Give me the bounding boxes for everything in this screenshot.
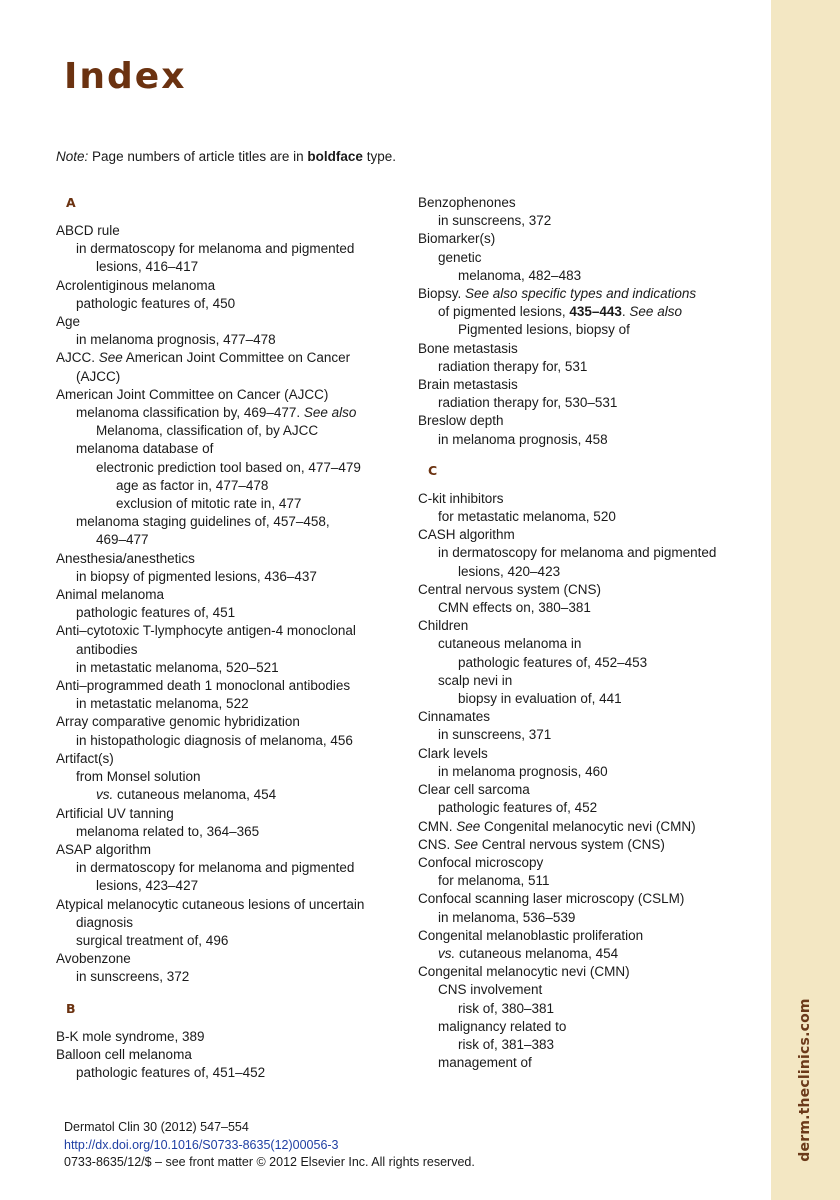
index-entry: CMN. See Congenital melanocytic nevi (CMN)	[418, 818, 696, 834]
copyright: 0733-8635/12/$ – see front matter © 2012 Elsevier Inc. All rights reserved.	[64, 1155, 475, 1169]
index-subentry: management of	[438, 1055, 532, 1071]
index-subentry: for metastatic melanoma, 520	[438, 509, 616, 525]
index-entry: Congenital melanoblastic proliferation	[418, 927, 644, 943]
index-subentry: in dermatoscopy for melanoma and pigmented	[438, 545, 717, 561]
section-gap	[56, 987, 396, 1000]
index-entry: Clark levels	[418, 745, 488, 761]
index-subentry: lesions, 423–427	[96, 878, 199, 894]
index-entry: Confocal scanning laser microscopy (CSLM)	[418, 891, 685, 907]
index-subentry: in biopsy of pigmented lesions, 436–437	[76, 568, 317, 584]
index-entry: Anti–cytotoxic T-lymphocyte antigen-4 monoclonal	[56, 623, 356, 639]
index-entry: Avobenzone	[56, 951, 131, 967]
index-subentry: lesions, 420–423	[458, 563, 561, 579]
index-subentry: in sunscreens, 371	[438, 727, 552, 743]
note-text-before: Page numbers of article titles are in	[92, 149, 304, 164]
note-text-after: type.	[366, 149, 396, 164]
index-entry: Biopsy. See also specific types and indications	[418, 286, 697, 302]
index-entry: Bone metastasis	[418, 340, 518, 356]
index-subentry: in sunscreens, 372	[76, 969, 190, 985]
index-subentry: antibodies	[76, 641, 138, 657]
index-subentry: genetic	[438, 249, 482, 265]
index-column-left	[56, 194, 396, 1082]
index-note	[56, 149, 396, 164]
index-subentry: pathologic features of, 450	[76, 295, 236, 311]
index-subentry: lesions, 416–417	[96, 259, 199, 275]
index-subentry: pathologic features of, 451–452	[76, 1064, 266, 1080]
index-entry: ASAP algorithm	[56, 841, 152, 857]
index-subentry: for melanoma, 511	[438, 873, 550, 889]
index-subentry: risk of, 380–381	[458, 1000, 555, 1016]
index-subentry: scalp nevi in	[438, 672, 513, 688]
index-entry: ABCD rule	[56, 223, 120, 238]
index-subentry: biopsy in evaluation of, 441	[458, 691, 622, 707]
index-subentry: (AJCC)	[76, 368, 121, 384]
index-entry: Anti–programmed death 1 monoclonal antibodies	[56, 678, 351, 694]
section-letter-a: A	[66, 195, 76, 210]
index-subentry: electronic prediction tool based on, 477–479	[96, 459, 361, 475]
note-bold-word: boldface	[307, 149, 363, 164]
section-gap	[418, 449, 763, 462]
index-subentry: risk of, 381–383	[458, 1036, 555, 1052]
index-entry: Central nervous system (CNS)	[418, 581, 602, 597]
index-subentry: Melanoma, classification of, by AJCC	[96, 423, 319, 439]
index-entry: Breslow depth	[418, 413, 504, 429]
index-subentry: melanoma classification by, 469–477. See also	[76, 405, 357, 421]
index-subentry: radiation therapy for, 530–531	[438, 395, 618, 411]
index-subentry: vs. cutaneous melanoma, 454	[96, 787, 277, 803]
index-subentry: exclusion of mitotic rate in, 477	[116, 496, 302, 512]
index-entry: Age	[56, 314, 81, 330]
index-subentry: pathologic features of, 452–453	[458, 654, 648, 670]
index-subentry: in melanoma prognosis, 477–478	[76, 332, 276, 348]
index-subentry: CMN effects on, 380–381	[438, 600, 591, 616]
index-entry: Children	[418, 618, 469, 634]
index-subentry: in metastatic melanoma, 522	[76, 696, 249, 712]
index-subentry: age as factor in, 477–478	[116, 477, 269, 493]
index-subentry: Pigmented lesions, biopsy of	[458, 322, 630, 338]
index-subentry: in dermatoscopy for melanoma and pigmented	[76, 860, 355, 876]
index-entry: Benzophenones	[418, 195, 516, 210]
index-entry: Cinnamates	[418, 709, 491, 725]
index-entry: Artifact(s)	[56, 750, 114, 766]
index-entry: American Joint Committee on Cancer (AJCC)	[56, 386, 329, 402]
citation: Dermatol Clin 30 (2012) 547–554	[64, 1120, 249, 1134]
index-subentry: melanoma database of	[76, 441, 214, 457]
index-entry: Anesthesia/anesthetics	[56, 550, 195, 566]
index-entry: Biomarker(s)	[418, 231, 496, 247]
index-subentry: 469–477	[96, 532, 149, 548]
index-subentry: from Monsel solution	[76, 769, 201, 785]
index-subentry: cutaneous melanoma in	[438, 636, 582, 652]
index-subentry: CNS involvement	[438, 982, 543, 998]
index-entry: Clear cell sarcoma	[418, 782, 530, 798]
journal-url-text[interactable]: derm.theclinics.com	[797, 998, 813, 1162]
index-entry: Confocal microscopy	[418, 854, 544, 870]
doi-link[interactable]: http://dx.doi.org/10.1016/S0733-8635(12)00056-3	[64, 1137, 339, 1152]
page-title: Index	[64, 56, 187, 97]
index-column-right	[418, 194, 763, 1072]
index-subentry: in metastatic melanoma, 520–521	[76, 659, 279, 675]
index-subentry: in melanoma, 536–539	[438, 909, 576, 925]
index-subentry: of pigmented lesions, 435–443. See also	[438, 304, 682, 320]
index-entry: Acrolentiginous melanoma	[56, 277, 216, 293]
section-letter-b: B	[66, 1000, 76, 1016]
index-entry: C-kit inhibitors	[418, 490, 504, 506]
index-subentry: in melanoma prognosis, 460	[438, 763, 608, 779]
index-subentry: diagnosis	[76, 914, 134, 930]
section-letter-c: C	[428, 462, 438, 478]
index-subentry: pathologic features of, 451	[76, 605, 236, 621]
index-entry: Balloon cell melanoma	[56, 1046, 192, 1062]
index-entry: Animal melanoma	[56, 587, 165, 603]
index-entry: Atypical melanocytic cutaneous lesions of uncertain	[56, 896, 365, 912]
index-entry: CNS. See Central nervous system (CNS)	[418, 836, 665, 852]
index-subentry: melanoma, 482–483	[458, 267, 582, 283]
index-subentry: in melanoma prognosis, 458	[438, 431, 608, 447]
index-entry: AJCC. See American Joint Committee on Cancer	[56, 350, 351, 366]
index-entry: Brain metastasis	[418, 377, 518, 393]
index-subentry: vs. cutaneous melanoma, 454	[438, 945, 619, 961]
index-subentry: pathologic features of, 452	[438, 800, 598, 816]
index-entry: B-K mole syndrome, 389	[56, 1028, 205, 1044]
index-subentry: melanoma related to, 364–365	[76, 823, 260, 839]
index-entry: CASH algorithm	[418, 527, 515, 543]
index-entry: Artificial UV tanning	[56, 805, 174, 821]
note-label: Note:	[56, 149, 89, 164]
index-subentry: in sunscreens, 372	[438, 213, 552, 229]
index-subentry: malignancy related to	[438, 1018, 567, 1034]
index-entry: Array comparative genomic hybridization	[56, 714, 300, 730]
index-entry: Congenital melanocytic nevi (CMN)	[418, 964, 630, 980]
index-subentry: surgical treatment of, 496	[76, 932, 229, 948]
index-subentry: radiation therapy for, 531	[438, 358, 588, 374]
index-subentry: in histopathologic diagnosis of melanoma, 456	[76, 732, 353, 748]
index-subentry: in dermatoscopy for melanoma and pigmented	[76, 241, 355, 257]
page-footer	[64, 1119, 475, 1172]
index-subentry: melanoma staging guidelines of, 457–458,	[76, 514, 330, 530]
